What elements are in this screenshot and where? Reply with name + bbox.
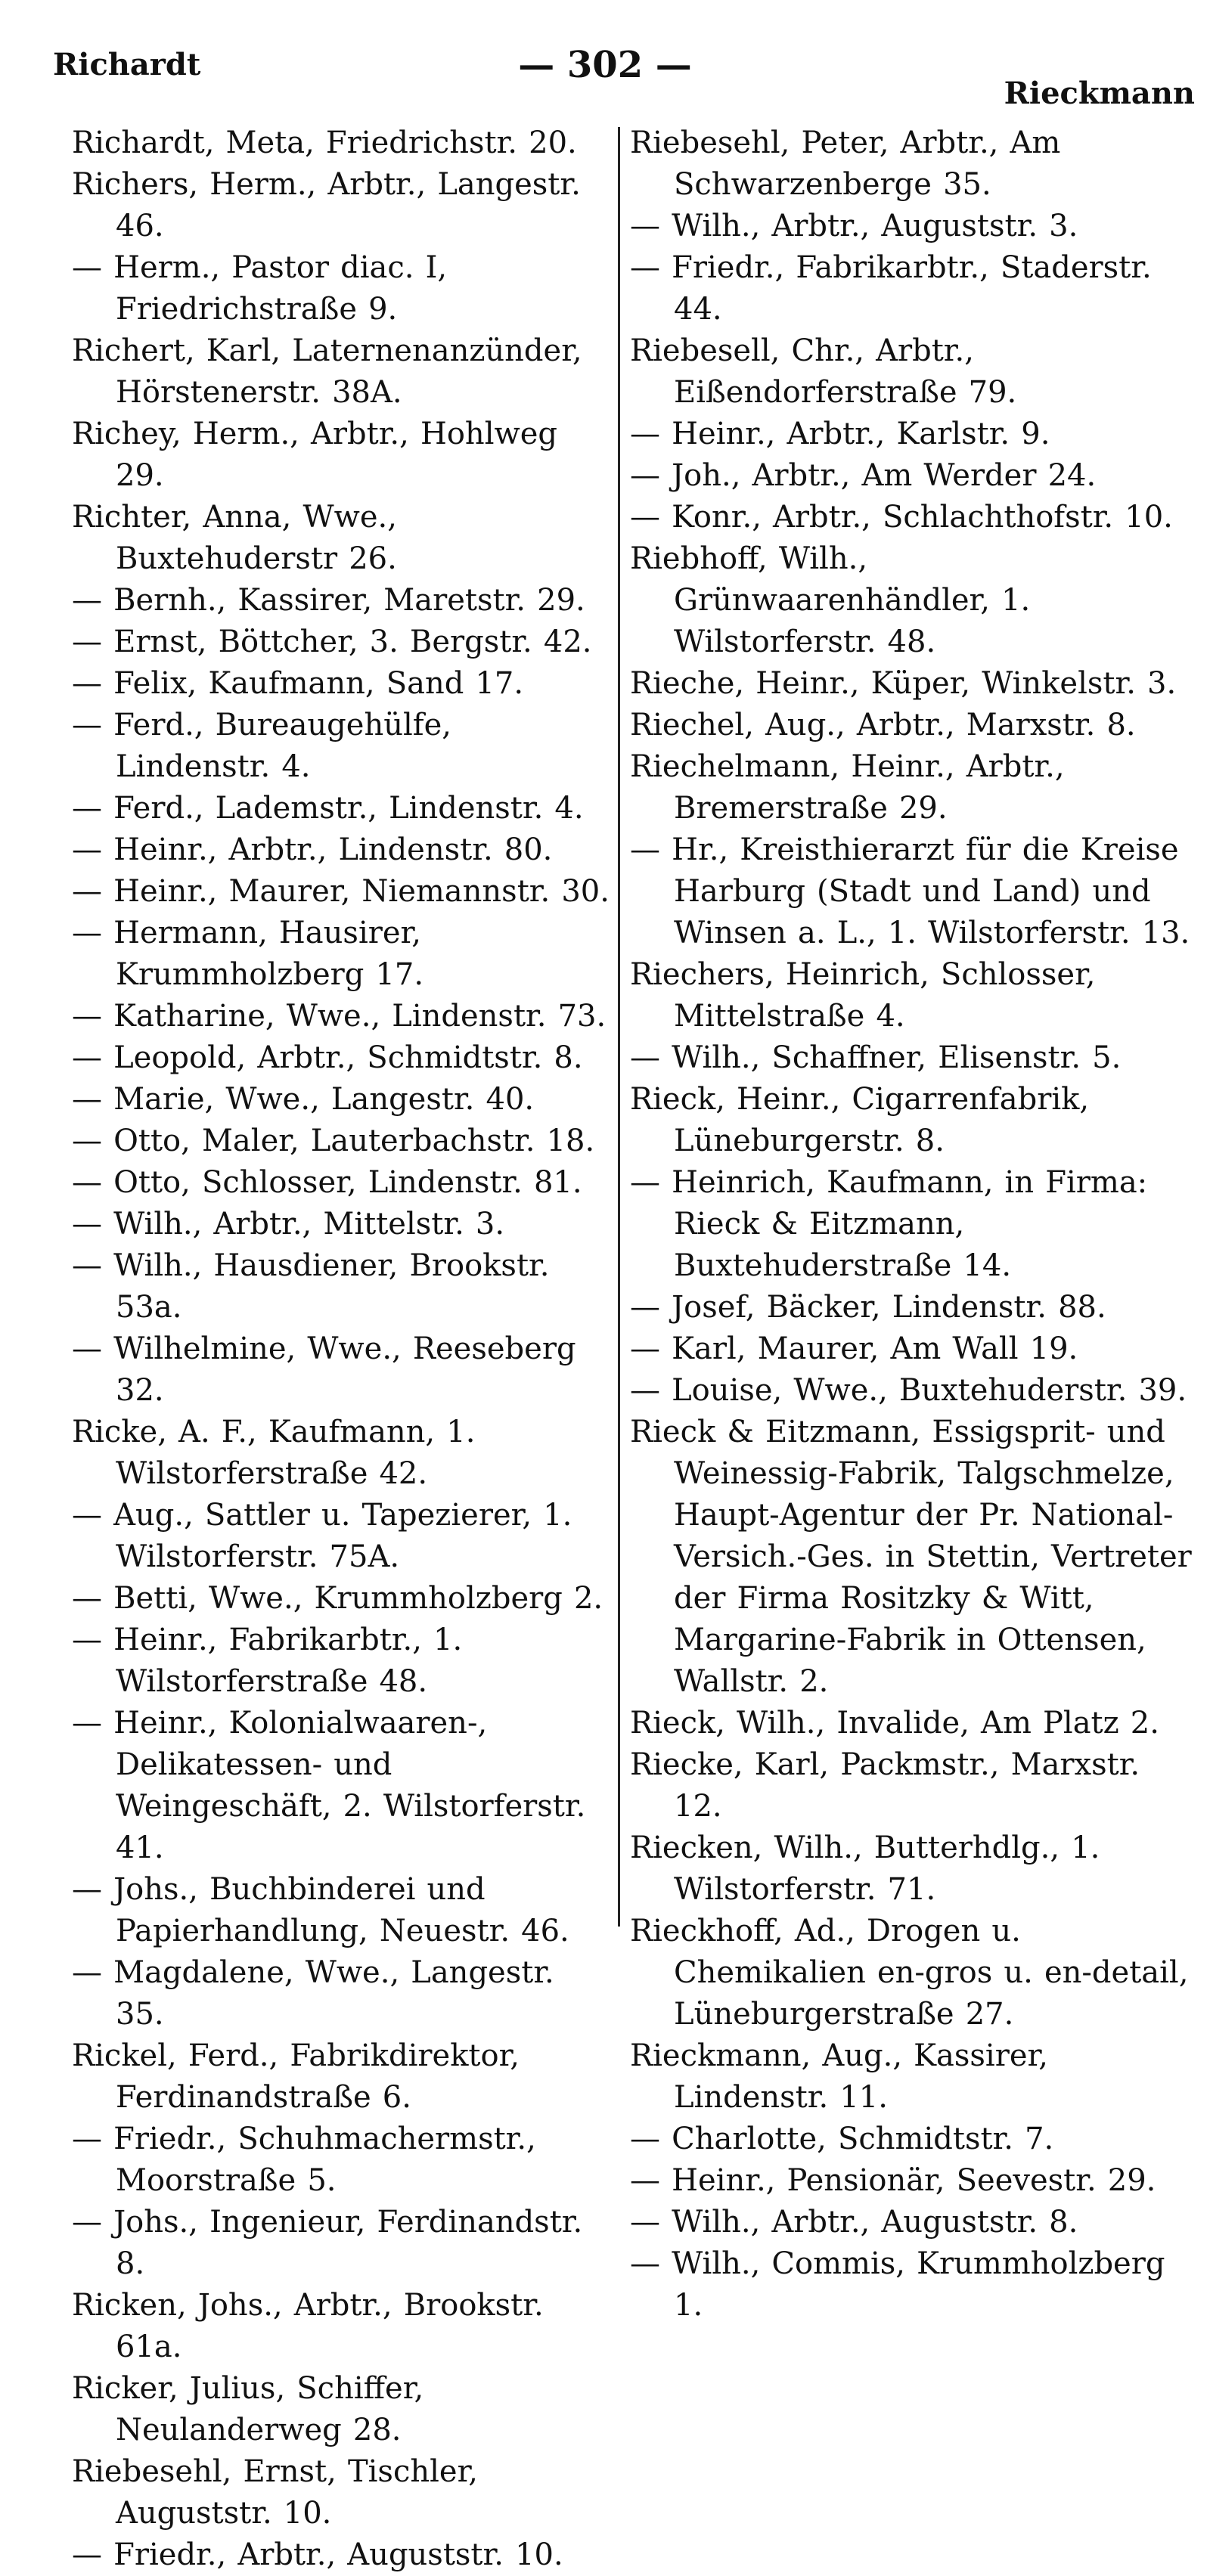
left-column bbox=[72, 122, 613, 2576]
page-number: — 302 — bbox=[518, 44, 692, 86]
directory-entry: — Felix, Kaufmann, Sand 17. bbox=[72, 666, 524, 701]
directory-entry: Ricke, A. F., Kaufmann, 1. Wilstorferstraße 42. bbox=[72, 1415, 476, 1491]
directory-entry: Ricker, Julius, Schiffer, Neulanderweg 28. bbox=[72, 2371, 424, 2447]
directory-entry: — Konr., Arbtr., Schlachthofstr. 10. bbox=[630, 500, 1173, 535]
directory-entry: — Wilh., Arbtr., Auguststr. 8. bbox=[630, 2205, 1078, 2240]
directory-entry: — Johs., Ingenieur, Ferdinandstr. 8. bbox=[72, 2205, 583, 2281]
directory-entry: — Wilh., Schaffner, Elisenstr. 5. bbox=[630, 1040, 1122, 1075]
directory-entry: — Bernh., Kassirer, Maretstr. 29. bbox=[72, 583, 585, 618]
directory-entry: Ricken, Johs., Arbtr., Brookstr. 61a. bbox=[72, 2288, 544, 2364]
directory-entry: — Otto, Schlosser, Lindenstr. 81. bbox=[72, 1165, 582, 1200]
directory-entry: Richardt, Meta, Friedrichstr. 20. bbox=[72, 126, 577, 160]
directory-entry: — Friedr., Schuhmachermstr., Moorstraße 5. bbox=[72, 2122, 536, 2198]
directory-entry: Richter, Anna, Wwe., Buxtehuderstr 26. bbox=[72, 500, 397, 576]
running-head-right: Rieckmann bbox=[1004, 76, 1195, 111]
running-head-left: Richardt bbox=[53, 47, 201, 82]
directory-entry: Richers, Herm., Arbtr., Langestr. 46. bbox=[72, 167, 581, 243]
directory-entry: — Hermann, Hausirer, Krummholzberg 17. bbox=[72, 916, 424, 992]
directory-entry: Richey, Herm., Arbtr., Hohlweg 29. bbox=[72, 417, 558, 493]
directory-entry: Rieck, Heinr., Cigarrenfabrik, Lüneburgerstr. 8. bbox=[630, 1082, 1090, 1158]
right-column bbox=[630, 122, 1193, 2326]
directory-entry: Riechers, Heinrich, Schlosser, Mittelstraße 4. bbox=[630, 957, 1096, 1034]
directory-entry: — Wilhelmine, Wwe., Reeseberg 32. bbox=[72, 1331, 576, 1408]
directory-entry: — Wilh., Arbtr., Auguststr. 3. bbox=[630, 209, 1078, 243]
directory-entry: Rickel, Ferd., Fabrikdirektor, Ferdinandstraße 6. bbox=[72, 2038, 520, 2115]
directory-entry: Riebesehl, Ernst, Tischler, Auguststr. 10. bbox=[72, 2454, 479, 2531]
directory-entry: — Louise, Wwe., Buxtehuderstr. 39. bbox=[630, 1373, 1187, 1408]
directory-entry: Riebesehl, Peter, Arbtr., Am Schwarzenberge 35. bbox=[630, 126, 1061, 202]
directory-entry: — Wilh., Hausdiener, Brookstr. 53a. bbox=[72, 1248, 550, 1325]
directory-entry: — Wilh., Arbtr., Mittelstr. 3. bbox=[72, 1207, 505, 1242]
directory-entry: Riechel, Aug., Arbtr., Marxstr. 8. bbox=[630, 708, 1136, 742]
directory-entry: Rieckmann, Aug., Kassirer, Lindenstr. 11. bbox=[630, 2038, 1048, 2115]
directory-entry: Richert, Karl, Laternenanzünder, Hörstenerstr. 38A. bbox=[72, 333, 582, 410]
directory-entry: — Josef, Bäcker, Lindenstr. 88. bbox=[630, 1290, 1106, 1325]
directory-entry: — Katharine, Wwe., Lindenstr. 73. bbox=[72, 999, 607, 1034]
directory-entry: — Magdalene, Wwe., Langestr. 35. bbox=[72, 1955, 554, 2032]
directory-entry: — Johs., Buchbinderei und Papierhandlung, Neuestr. 46. bbox=[72, 1872, 569, 1948]
directory-entry: — Wilh., Commis, Krummholzberg 1. bbox=[630, 2246, 1165, 2323]
directory-entry: — Ferd., Bureaugehülfe, Lindenstr. 4. bbox=[72, 708, 451, 784]
directory-entry: Riechelmann, Heinr., Arbtr., Bremerstraße 29. bbox=[630, 749, 1065, 826]
directory-entry: Rieck & Eitzmann, Essigsprit- und Weinessig-Fabrik, Talgschmelze, Haupt-Agentur der Pr. National-Versich.-Ges. in Stettin, Vertreter der Firma Rositzky & Witt, Margarine-Fabrik in Ottensen, Wallstr. 2. bbox=[630, 1415, 1192, 1699]
directory-entry: — Otto, Maler, Lauterbachstr. 18. bbox=[72, 1124, 595, 1158]
directory-entry: — Ferd., Lademstr., Lindenstr. 4. bbox=[72, 791, 584, 826]
directory-entry: Rieckhoff, Ad., Drogen u. Chemikalien en-gros u. en-detail, Lüneburgerstraße 27. bbox=[630, 1914, 1189, 2032]
directory-entry: — Friedr., Fabrikarbtr., Staderstr. 44. bbox=[630, 250, 1152, 327]
directory-entry: Riebhoff, Wilh., Grünwaarenhändler, 1. Wilstorferstr. 48. bbox=[630, 541, 1031, 659]
directory-entry: — Heinr., Kolonialwaaren-, Delikatessen- und Weingeschäft, 2. Wilstorferstr. 41. bbox=[72, 1706, 586, 1865]
directory-entry: — Marie, Wwe., Langestr. 40. bbox=[72, 1082, 535, 1117]
directory-entry: — Betti, Wwe., Krummholzberg 2. bbox=[72, 1581, 603, 1616]
directory-entry: — Karl, Maurer, Am Wall 19. bbox=[630, 1331, 1078, 1366]
directory-entry: — Ernst, Böttcher, 3. Bergstr. 42. bbox=[72, 625, 592, 659]
column-divider bbox=[618, 127, 620, 1927]
directory-entry: — Hr., Kreisthierarzt für die Kreise Harburg (Stadt und Land) und Winsen a. L., 1. Wilstorferstr. 13. bbox=[630, 832, 1190, 950]
directory-entry: — Heinr., Maurer, Niemannstr. 30. bbox=[72, 874, 610, 909]
directory-entry: Riecken, Wilh., Butterhdlg., 1. Wilstorferstr. 71. bbox=[630, 1830, 1100, 1907]
directory-entry: Rieck, Wilh., Invalide, Am Platz 2. bbox=[630, 1706, 1159, 1741]
directory-entry: — Leopold, Arbtr., Schmidtstr. 8. bbox=[72, 1040, 583, 1075]
directory-entry: — Heinr., Pensionär, Seevestr. 29. bbox=[630, 2163, 1156, 2198]
directory-entry: Rieche, Heinr., Küper, Winkelstr. 3. bbox=[630, 666, 1177, 701]
directory-entry: — Aug., Sattler u. Tapezierer, 1. Wilstorferstr. 75A. bbox=[72, 1498, 572, 1574]
directory-entry: — Herm., Pastor diac. I, Friedrichstraße 9. bbox=[72, 250, 448, 327]
directory-entry: — Charlotte, Schmidtstr. 7. bbox=[630, 2122, 1054, 2156]
directory-entry: — Heinr., Arbtr., Karlstr. 9. bbox=[630, 417, 1050, 451]
directory-entry: — Heinrich, Kaufmann, in Firma: Rieck & Eitzmann, Buxtehuderstraße 14. bbox=[630, 1165, 1148, 1283]
directory-entry: — Friedr., Arbtr., Auguststr. 10. bbox=[72, 2537, 563, 2572]
directory-entry: — Joh., Arbtr., Am Werder 24. bbox=[630, 458, 1097, 493]
directory-entry: — Heinr., Arbtr., Lindenstr. 80. bbox=[72, 832, 553, 867]
directory-entry: — Heinr., Fabrikarbtr., 1. Wilstorferstraße 48. bbox=[72, 1623, 463, 1699]
directory-entry: Riecke, Karl, Packmstr., Marxstr. 12. bbox=[630, 1747, 1140, 1824]
directory-entry: Riebesell, Chr., Arbtr., Eißendorferstraße 79. bbox=[630, 333, 1017, 410]
